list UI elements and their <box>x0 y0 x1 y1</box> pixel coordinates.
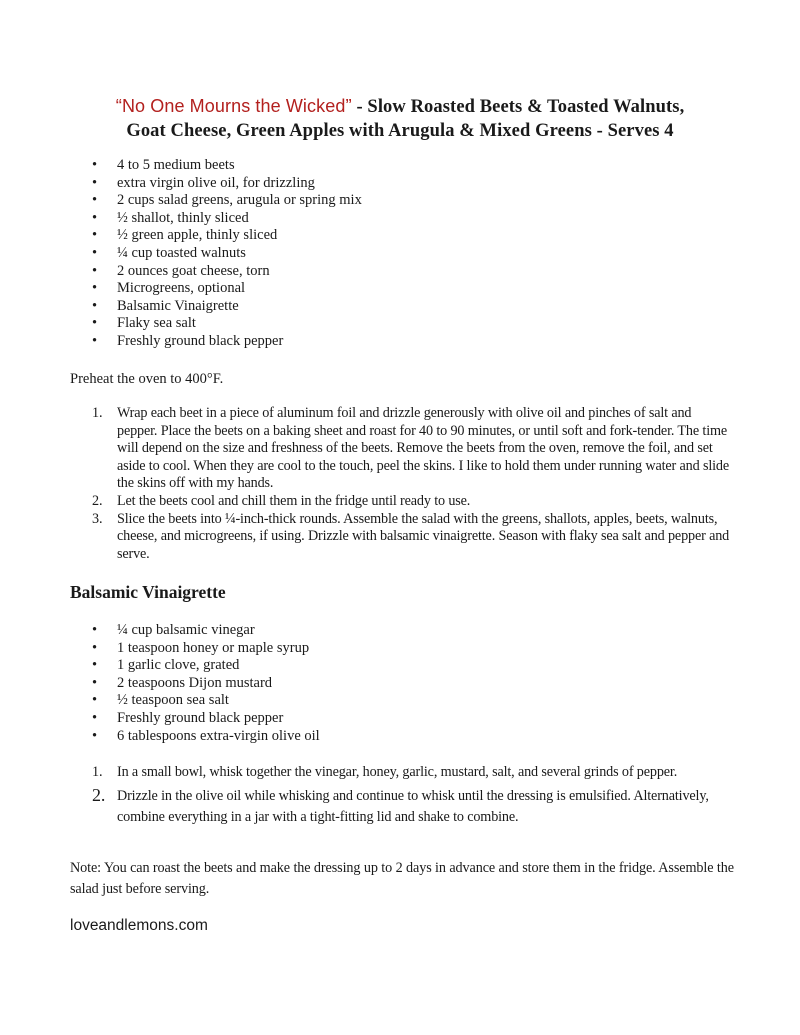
step-text: Wrap each beet in a piece of aluminum foil and drizzle generously with olive oil and pinches of salt and pepper. Place the beets on a baking sheet and roast for 40 to 90 minutes, or until soft and fork-tender. The time will depend on the size and freshness of the beets. Remove the beets from the oven, remove the foil, and set aside to cool. When they are cool to the touch, peel the skins. I like to hold them under running water and slide the skins off with my hands. <box>117 405 729 492</box>
step-number: 2. <box>92 492 103 509</box>
list-item: • 4 to 5 medium beets <box>92 157 362 175</box>
list-item: • ¼ cup toasted walnuts <box>92 245 362 263</box>
title-line2: Goat Cheese, Green Apples with Arugula & Mixed Greens - Serves 4 <box>126 121 674 141</box>
list-item: • 2 cups salad greens, arugula or spring mix <box>92 192 362 210</box>
vinaigrette-heading: Balsamic Vinaigrette <box>70 582 226 602</box>
list-item: • Flaky sea salt <box>92 315 362 333</box>
step-number: 1. <box>92 405 103 421</box>
list-item: • 6 tablespoons extra-virgin olive oil <box>92 728 320 746</box>
salad-ingredients-list <box>92 157 362 351</box>
step-item <box>92 405 732 493</box>
salad-steps-list <box>92 405 732 563</box>
step-item <box>92 786 732 828</box>
list-item: • Freshly ground black pepper <box>92 333 362 351</box>
step-number: 2. <box>92 784 106 805</box>
list-item: • Microgreens, optional <box>92 280 362 298</box>
list-item: • Balsamic Vinaigrette <box>92 298 362 316</box>
step-text: Let the beets cool and chill them in the fridge until ready to use. <box>117 492 471 509</box>
list-item: • Freshly ground black pepper <box>92 710 320 728</box>
note-paragraph: Note: You can roast the beets and make the dressing up to 2 days in advance and store them in the fridge. Assemble the salad just before serving. <box>70 860 734 897</box>
step-text: Slice the beets into ¼-inch-thick rounds. Assemble the salad with the greens, shallots, apples, beets, walnuts, cheese, and microgreens, if using. Drizzle with balsamic vinaigrette. Season with flaky sea salt and pepper and serve. <box>117 510 730 562</box>
step-number: 1. <box>92 764 103 780</box>
list-item: • ½ green apple, thinly sliced <box>92 227 362 245</box>
preheat-instruction: Preheat the oven to 400°F. <box>70 371 224 387</box>
list-item: • extra virgin olive oil, for drizzling <box>92 175 362 193</box>
vinaigrette-steps-list <box>92 764 732 828</box>
list-item: • ½ teaspoon sea salt <box>92 692 320 710</box>
title-quoted-name: No One Mourns the Wicked <box>121 96 346 116</box>
title-line1-rest: - Slow Roasted Beets & Toasted Walnuts, <box>351 97 685 117</box>
recipe-title <box>40 94 760 143</box>
title-open-quote: “ <box>115 95 122 116</box>
step-number: 3. <box>92 510 103 527</box>
step-item <box>92 764 732 782</box>
list-item: • 2 teaspoons Dijon mustard <box>92 675 320 693</box>
list-item: • 1 teaspoon honey or maple syrup <box>92 640 320 658</box>
step-text: In a small bowl, whisk together the vinegar, honey, garlic, mustard, salt, and several grinds of pepper. <box>117 764 678 780</box>
step-item <box>92 493 732 511</box>
list-item: • 2 ounces goat cheese, torn <box>92 263 362 281</box>
list-item: • ½ shallot, thinly sliced <box>92 210 362 228</box>
step-text: Drizzle in the olive oil while whisking and continue to whisk until the dressing is emulsified. Alternatively, combine everything in a jar with a tight-fitting lid and shake to combine. <box>117 787 709 825</box>
title-close-quote: ” <box>345 95 352 116</box>
list-item: • ¼ cup balsamic vinegar <box>92 622 320 640</box>
list-item: • 1 garlic clove, grated <box>92 657 320 675</box>
vinaigrette-ingredients-list <box>92 622 320 745</box>
source-website: loveandlemons.com <box>70 917 208 934</box>
step-item <box>92 511 732 564</box>
